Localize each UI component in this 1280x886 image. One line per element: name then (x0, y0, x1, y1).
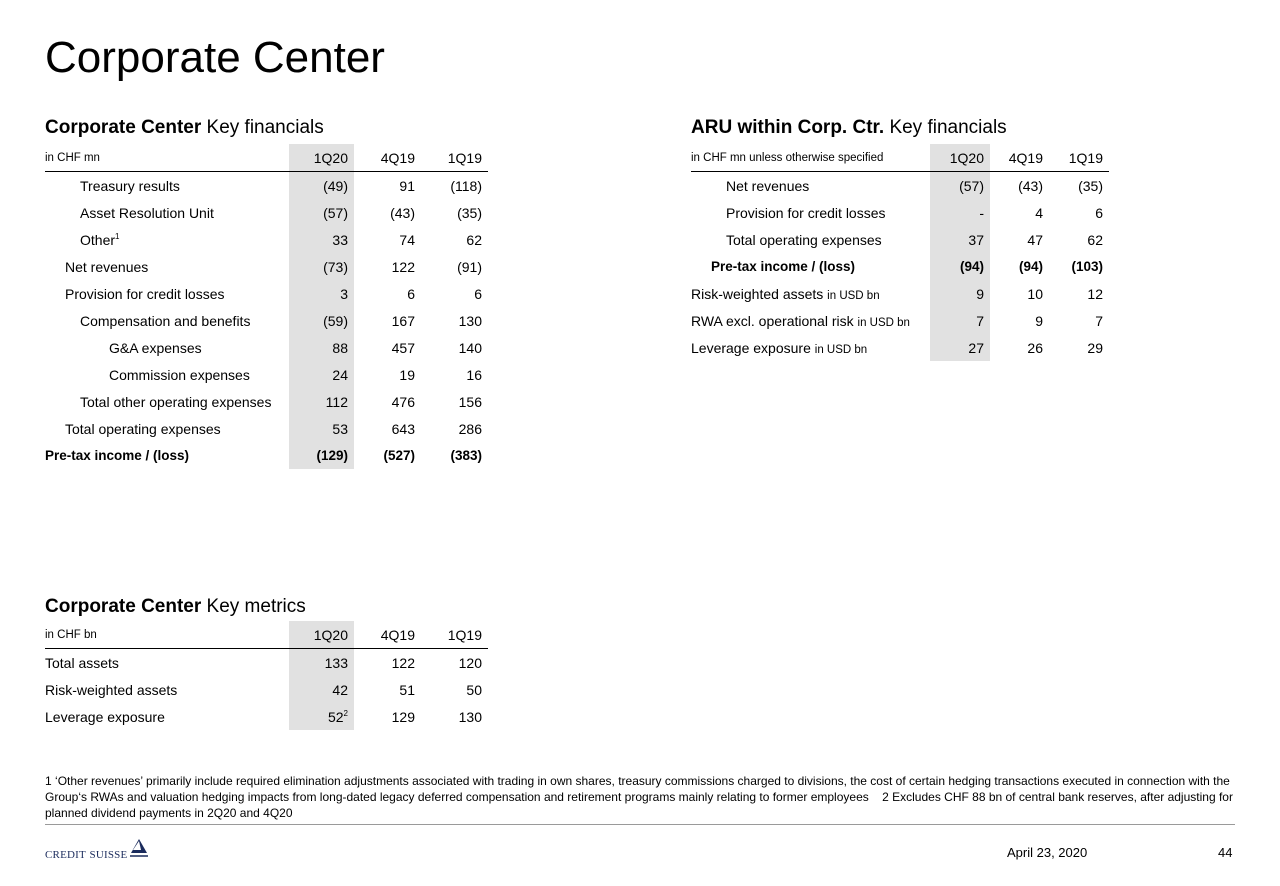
table-row (691, 172, 1109, 200)
cc-metrics-title (45, 595, 306, 619)
cell-value: (35) (1078, 177, 1103, 194)
cell-value: 122 (391, 654, 415, 671)
cell-value: (35) (457, 204, 482, 221)
cell-value: 91 (399, 177, 415, 194)
row-label: Risk-weighted assets (45, 681, 178, 698)
cc-metrics-title-rest: Key metrics (206, 596, 306, 617)
cell-value: 112 (289, 388, 354, 415)
cell-value: (57) (930, 172, 990, 200)
table-row (45, 415, 488, 442)
cell-value: 62 (1087, 231, 1103, 248)
footnote-text: Excludes CHF 88 bn of central bank reserves, after adjusting for planned dividend payments in 2Q20 and 4Q20 (45, 790, 1233, 820)
page-number: 44 (1218, 845, 1233, 860)
sail-icon (129, 837, 149, 859)
table-header (45, 144, 488, 172)
cell-value: (57) (289, 199, 354, 226)
cell-value: 26 (1027, 339, 1043, 356)
cell-value: 167 (391, 312, 415, 329)
footnote-text: ‘Other revenues’ primarily include required elimination adjustments associated with trading in own shares, treasury commissions charged to divisions, the cost of certain hedging transactions executed in connection with the Group‘s RWAs and valuation hedging impacts from long-dated legacy deferred compensation and retirement programs mainly relating to former employees (45, 774, 1230, 804)
cc-financials-title-rest: Key financials (206, 117, 324, 138)
unit-label: in CHF bn (45, 621, 289, 649)
table-row (691, 253, 1109, 280)
table-row (691, 199, 1109, 226)
cell-value: 12 (1087, 285, 1103, 302)
col-header: 1Q20 (930, 144, 990, 172)
cell-value: 42 (289, 676, 354, 703)
col-header: 4Q19 (990, 144, 1049, 172)
col-header: 4Q19 (354, 144, 421, 172)
table-row (45, 307, 488, 334)
credit-suisse-logo (45, 838, 149, 862)
aru-financials-title (691, 116, 1007, 140)
cell-value: 7 (930, 307, 990, 334)
cc-metrics-title-bold: Corporate Center (45, 596, 202, 617)
table-row (45, 388, 488, 415)
cell-value: (59) (289, 307, 354, 334)
col-header: 1Q20 (289, 621, 354, 649)
cell-value: 10 (1027, 285, 1043, 302)
col-header: 1Q20 (289, 144, 354, 172)
cell-value: 130 (458, 708, 482, 725)
cell-value: - (930, 199, 990, 226)
table-row (45, 253, 488, 280)
table-header (45, 621, 488, 649)
table-header (691, 144, 1109, 172)
cell-value: (527) (383, 448, 415, 463)
cell-value: 476 (391, 393, 415, 410)
row-label: Leverage exposure (691, 339, 811, 356)
logo-word-credit: CREDIT (45, 849, 86, 861)
cell-value: 53 (289, 415, 354, 442)
row-label: Provision for credit losses (65, 285, 225, 302)
cell-value: (94) (930, 253, 990, 280)
cell-value: 643 (391, 420, 415, 437)
cell-value: 140 (458, 339, 482, 356)
aru-financials-title-bold: ARU within Corp. Ctr. (691, 117, 885, 138)
table-row (45, 361, 488, 388)
cell-value: 51 (399, 681, 415, 698)
cell-value: 457 (391, 339, 415, 356)
row-label: RWA excl. operational risk (691, 312, 854, 329)
aru-financials-table (691, 144, 1109, 361)
cell-value: 9 (930, 280, 990, 307)
page-title: Corporate Center (45, 33, 385, 82)
cell-value: 4 (1035, 204, 1043, 221)
table-row (45, 676, 488, 703)
cell-value: 7 (1095, 312, 1103, 329)
cell-value: (91) (457, 258, 482, 275)
row-label: Compensation and benefits (80, 312, 251, 329)
cell-value: 29 (1087, 339, 1103, 356)
cell-value: (49) (289, 172, 354, 200)
row-unit: in USD bn (814, 343, 868, 356)
row-label: Provision for credit losses (726, 204, 886, 221)
row-label: Total operating expenses (726, 231, 882, 248)
table-row (691, 226, 1109, 253)
row-label: Treasury results (80, 177, 180, 194)
cell-value: 88 (289, 334, 354, 361)
table-row (45, 226, 488, 253)
row-label: Risk-weighted assets (691, 285, 824, 302)
presentation-date: April 23, 2020 (1007, 845, 1088, 860)
footnotes (45, 773, 1235, 821)
row-label: Total assets (45, 654, 119, 671)
cell-value: 6 (407, 285, 415, 302)
cc-metrics-table (45, 621, 488, 730)
table-row (45, 649, 488, 677)
cell-value: 50 (466, 681, 482, 698)
unit-label: in CHF mn (45, 144, 289, 172)
row-label: Total other operating expenses (80, 393, 272, 410)
footnote-ref: 2 (343, 708, 348, 718)
cell-value: (73) (289, 253, 354, 280)
cell-value: 122 (391, 258, 415, 275)
cell-value: 62 (466, 231, 482, 248)
footnote-ref: 1 (115, 231, 120, 241)
cell-value: 52 (327, 708, 344, 725)
cell-value: (129) (289, 442, 354, 469)
row-label: Pre-tax income / (loss) (711, 259, 856, 274)
cell-value: 33 (289, 226, 354, 253)
cell-value: 129 (391, 708, 415, 725)
row-label: Net revenues (65, 258, 149, 275)
cell-value: 24 (289, 361, 354, 388)
cc-financials-title-bold: Corporate Center (45, 117, 202, 138)
cell-value: 27 (930, 334, 990, 361)
cell-value: 120 (458, 654, 482, 671)
cell-value: 3 (289, 280, 354, 307)
cell-value: 16 (466, 366, 482, 383)
row-label: G&A expenses (109, 339, 202, 356)
col-header: 1Q19 (421, 621, 488, 649)
unit-label: in CHF mn unless otherwise specified (691, 144, 930, 172)
footer-divider (45, 824, 1235, 825)
cell-value: 286 (458, 420, 482, 437)
cell-value: (43) (1018, 177, 1043, 194)
row-label: Leverage exposure (45, 708, 165, 725)
table-row (691, 280, 1109, 307)
row-unit: in USD bn (857, 316, 910, 329)
row-label: Asset Resolution Unit (80, 204, 214, 221)
col-header: 1Q19 (421, 144, 488, 172)
table-row (45, 199, 488, 226)
table-row (691, 334, 1109, 361)
row-label: Commission expenses (109, 366, 250, 383)
cell-value: 37 (930, 226, 990, 253)
row-unit: in USD bn (827, 289, 880, 302)
footnote-number: 1 (45, 774, 52, 788)
cell-value: 9 (1035, 312, 1043, 329)
cell-value: 6 (474, 285, 482, 302)
cell-value: (118) (450, 177, 482, 194)
row-label: Pre-tax income / (loss) (45, 448, 190, 463)
row-label: Other (80, 231, 116, 248)
cell-value: (103) (1071, 259, 1103, 274)
cell-value: 6 (1095, 204, 1103, 221)
col-header: 4Q19 (354, 621, 421, 649)
table-row (45, 334, 488, 361)
cell-value: (94) (1018, 259, 1043, 274)
row-label: Net revenues (726, 177, 810, 194)
cc-financials-table (45, 144, 488, 469)
col-header: 1Q19 (1049, 144, 1109, 172)
table-row (691, 307, 1109, 334)
cell-value: 130 (458, 312, 482, 329)
cell-value: 47 (1027, 231, 1043, 248)
cell-value: 74 (399, 231, 415, 248)
row-label: Total operating expenses (65, 420, 221, 437)
cell-value: (383) (450, 448, 482, 463)
footnote-number: 2 (882, 790, 889, 804)
logo-word-suisse: SUISSE (89, 849, 128, 861)
cell-value: 156 (458, 393, 482, 410)
cc-financials-title (45, 116, 324, 140)
cell-value: 19 (399, 366, 415, 383)
table-row (45, 703, 488, 730)
cell-value: 133 (289, 649, 354, 677)
table-row (45, 280, 488, 307)
table-row (45, 442, 488, 469)
cell-value: (43) (390, 204, 415, 221)
aru-financials-title-rest: Key financials (889, 117, 1007, 138)
table-row (45, 172, 488, 200)
